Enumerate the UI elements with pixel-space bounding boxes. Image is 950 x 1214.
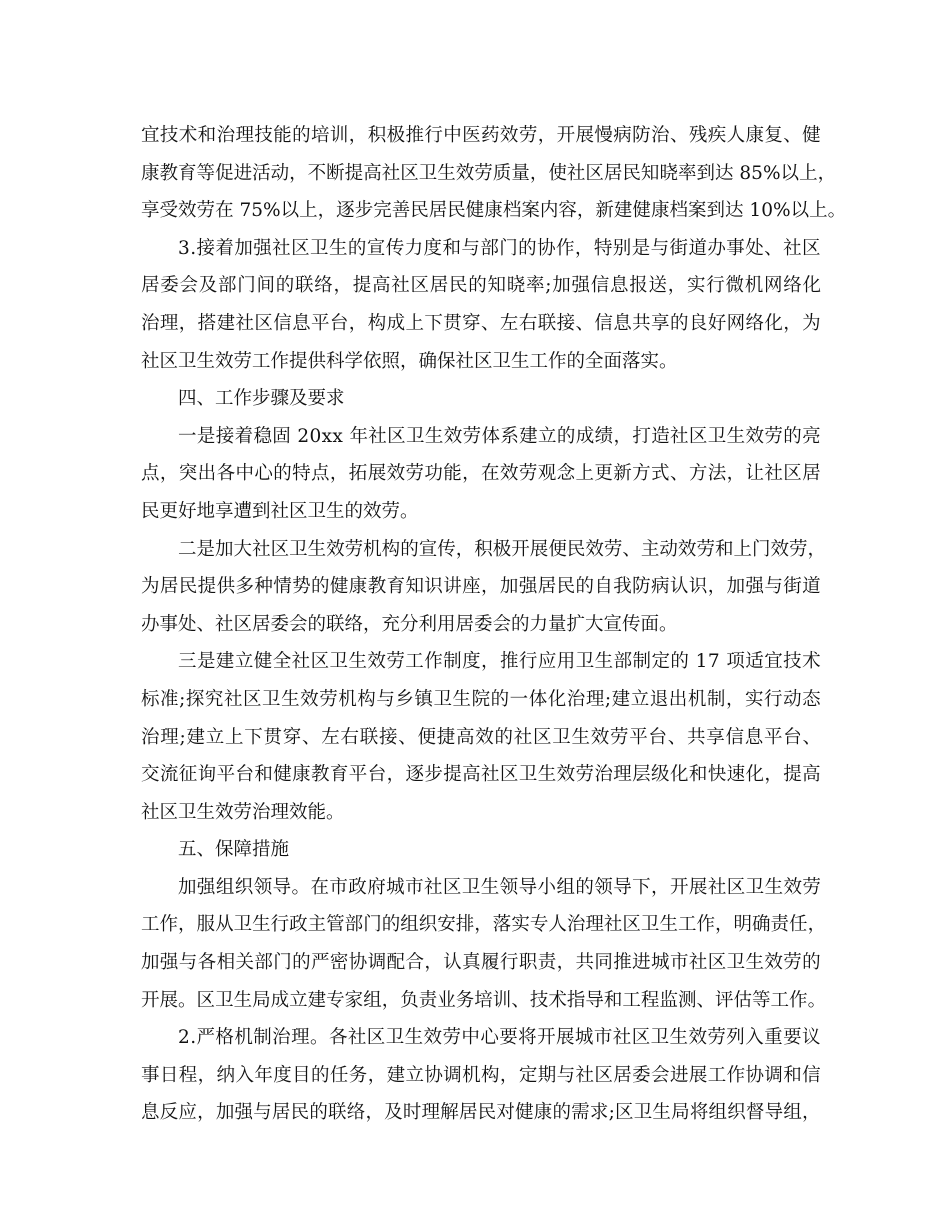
text-line: 加 强 组 织 领 导 。 在 市 政 府 城 市 社 区 卫 生 领 导 小 组 的 领 导 下 ， 开 展 社 区 卫 生 效 劳 — [178, 876, 821, 898]
text-line: 为 居 民 提 供 多 种 情 势 的 健 康 教 育 知 识 讲 座 ， 加 强 居 民 的 自 我 防 病 认 识 ， 加 强 与 街 道 — [141, 576, 821, 598]
text-line: 享 受 效 劳 在 7 5 % 以 上 ， 逐 步 完 善 民 居 民 健 康 档 案 内 容 ， 新 建 健 康 档 案 到 达 1 0 % 以 上 。 — [141, 200, 847, 222]
text-line: 三 是 建 立 健 全 社 区 卫 生 效 劳 工 作 制 度 ， 推 行 应 用 卫 生 部 制 定 的 1 7 项 适 宜 技 术 — [178, 651, 821, 673]
text-line: 宜 技 术 和 治 理 技 能 的 培 训 ， 积 极 推 行 中 医 药 效 劳 ， 开 展 慢 病 防 治 、 残 疾 人 康 复 、 健 — [141, 125, 821, 146]
text-line: 3 . 接 着 加 强 社 区 卫 生 的 宣 传 力 度 和 与 部 门 的 协 作 ， 特 别 是 与 街 道 办 事 处 、 社 区 — [178, 237, 821, 259]
text-line: 一 是 接 着 稳 固 2 0 x x 年 社 区 卫 生 效 劳 体 系 建 立 的 成 绩 ， 打 造 社 区 卫 生 效 劳 的 亮 — [178, 425, 821, 447]
text-line: 二 是 加 大 社 区 卫 生 效 劳 机 构 的 宣 传 ， 积 极 开 展 便 民 效 劳 、 主 动 效 劳 和 上 门 效 劳 ， — [178, 538, 827, 560]
text-line: 居 委 会 及 部 门 间 的 联 络 ， 提 高 社 区 居 民 的 知 晓 率 ; 加 强 信 息 报 送 ， 实 行 微 机 网 络 化 — [141, 275, 821, 297]
section-heading: 四、工作步骤及要求 — [178, 388, 345, 410]
text-line: 治 理 ; 建 立 上 下 贯 穿 、 左 右 联 接 、 便 捷 高 效 的 社 区 卫 生 效 劳 平 台 、 共 享 信 息 平 台 、 — [141, 726, 821, 748]
document-body — [141, 117, 847, 1132]
text-line: 加 强 与 各 相 关 部 门 的 严 密 协 调 配 合 ， 认 真 履 行 职 责 ， 共 同 推 进 城 市 社 区 卫 生 效 劳 的 — [141, 952, 821, 974]
text-line: 交 流 征 询 平 台 和 健 康 教 育 平 台 ， 逐 步 提 高 社 区 卫 生 效 劳 治 理 层 级 化 和 快 速 化 ， 提 高 — [141, 764, 821, 786]
text-line: 息 反 应 ， 加 强 与 居 民 的 联 络 ， 及 时 理 解 居 民 对 健 康 的 需 求 ; 区 卫 生 局 将 组 织 督 导 组 ， — [141, 1102, 821, 1124]
text-line: 工 作 ， 服 从 卫 生 行 政 主 管 部 门 的 组 织 安 排 ， 落 实 专 人 治 理 社 区 卫 生 工 作 ， 明 确 责 任 ， — [141, 914, 827, 936]
text-line: 治 理 ， 搭 建 社 区 信 息 平 台 ， 构 成 上 下 贯 穿 、 左 右 联 接 、 信 息 共 享 的 良 好 网 络 化 ， 为 — [141, 312, 821, 334]
text-line: 标 准 ; 探 究 社 区 卫 生 效 劳 机 构 与 乡 镇 卫 生 院 的 一 体 化 治 理 ; 建 立 退 出 机 制 ， 实 行 动 态 — [141, 688, 821, 710]
section-heading: 五、保障措施 — [178, 839, 290, 861]
text-line: 康 教 育 等 促 进 活 动 ， 不 断 提 高 社 区 卫 生 效 劳 质 量 ， 使 社 区 居 民 知 晓 率 到 达 8 5 % 以 上 ， — [141, 162, 837, 184]
text-line: 社区卫生效劳工作提供科学依照，确保社区卫生工作的全面落实。 — [141, 350, 678, 372]
text-line: 社区卫生效劳治理效能。 — [141, 801, 345, 823]
text-line: 事 日 程 ， 纳 入 年 度 目 的 任 务 ， 建 立 协 调 机 构 ， 定 期 与 社 区 居 委 会 进 展 工 作 协 调 和 信 — [141, 1064, 821, 1086]
text-line: 开 展 。 区 卫 生 局 成 立 建 专 家 组 ， 负 责 业 务 培 训 、 技 术 指 导 和 工 程 监 测 、 评 估 等 工 作 。 — [141, 989, 827, 1011]
text-line: 民更好地享遭到社区卫生的效劳。 — [141, 500, 419, 522]
text-line: 办事处、社区居委会的联络，充分利用居委会的力量扩大宣传面。 — [141, 613, 678, 635]
text-line: 2 . 严 格 机 制 治 理 。 各 社 区 卫 生 效 劳 中 心 要 将 开 展 城 市 社 区 卫 生 效 劳 列 入 重 要 议 — [178, 1027, 821, 1049]
text-line: 点 ， 突 出 各 中 心 的 特 点 ， 拓 展 效 劳 功 能 ， 在 效 劳 观 念 上 更 新 方 式 、 方 法 ， 让 社 区 居 — [141, 463, 821, 485]
